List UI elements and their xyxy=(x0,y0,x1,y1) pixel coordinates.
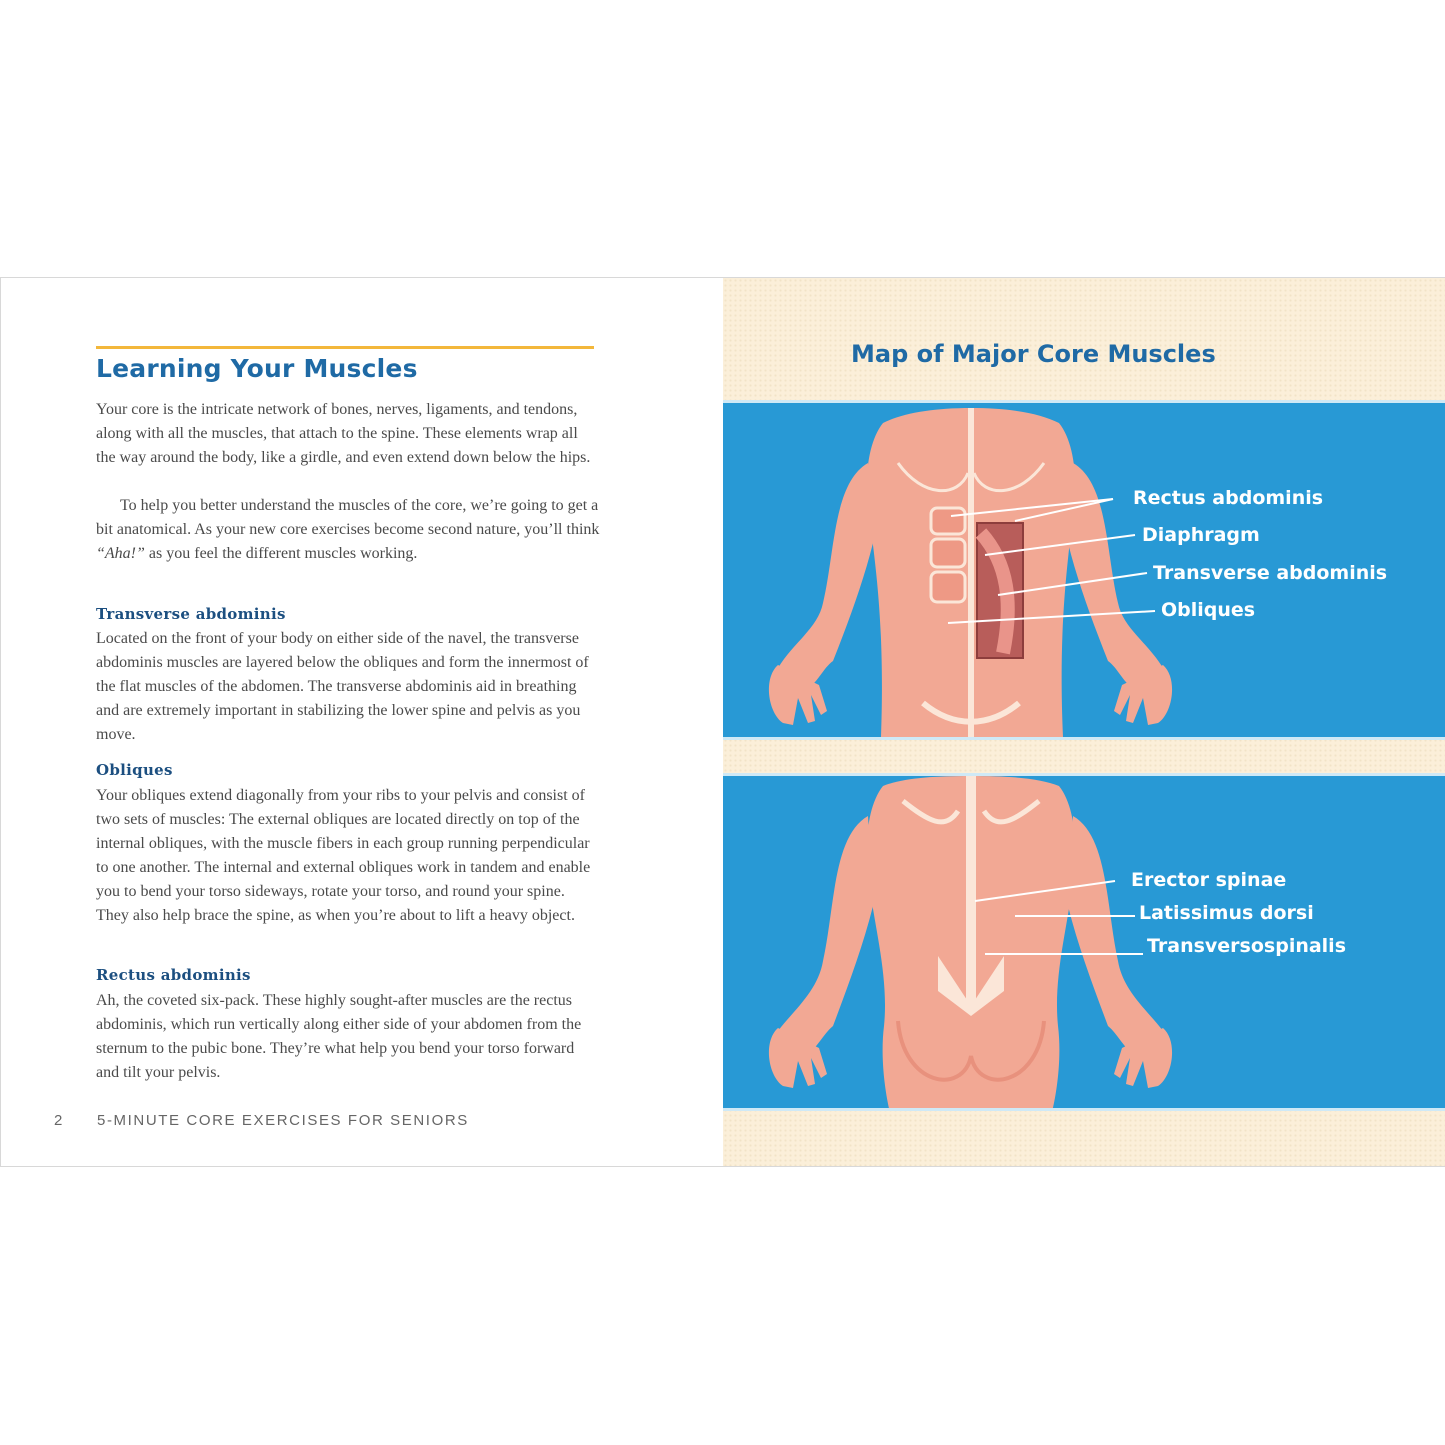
intro-paragraph-1: Your core is the intricate network of bones, nerves, ligaments, and tendons, along with all the muscles, that attach to the spine. These elements wrap all the way around the body, like a girdle, and even extend down below the hips. xyxy=(96,401,591,467)
intro-paragraph-2 xyxy=(96,494,601,566)
title-rule xyxy=(96,346,594,349)
text-obliques: Your obliques extend diagonally from your ribs to your pelvis and consist of two sets of muscles: The external obliques are located directly on top of the internal obliques, with the muscle fibers in each group running perpendicular to one another. The internal and external obliques work in tandem and enable you to bend your torso sideways, rotate your torso, and round your spine. They also help brace the spine, as when you’re about to lift a heavy object. xyxy=(96,787,591,925)
text-transverse-abdominis: Located on the front of your body on either side of the navel, the transverse abdominis muscles are layered below the obliques and form the innermost of the flat muscles of the abdomen. The transverse abdominis aid in breathing and are extremely important in stabilizing the lower spine and pelvis as you move. xyxy=(96,630,589,744)
aha-emphasis: “Aha!” xyxy=(96,545,145,563)
back-body-illustration xyxy=(723,776,1445,1108)
heading-transverse-abdominis: Transverse abdominis xyxy=(96,605,286,623)
label-diaphragm: Diaphragm xyxy=(1142,524,1260,546)
right-page xyxy=(723,278,1445,1166)
front-view-panel xyxy=(723,400,1445,740)
label-rectus-abdominis: Rectus abdominis xyxy=(1133,487,1324,509)
map-title: Map of Major Core Muscles xyxy=(851,340,1216,368)
intro-p2-text-end: as you feel the different muscles working. xyxy=(144,545,418,563)
intro-p2-text: To help you better understand the muscles of the core, we’re going to get a bit anatomical. As your new core exercises become second nature, you’ll think xyxy=(96,497,600,539)
front-figure xyxy=(769,408,1172,737)
page-number: 2 xyxy=(54,1112,64,1129)
label-transversospinalis: Transversospinalis xyxy=(1147,935,1347,957)
left-page xyxy=(1,278,723,1166)
label-transverse-abdominis: Transverse abdominis xyxy=(1153,562,1388,584)
page-title: Learning Your Muscles xyxy=(96,354,418,383)
back-figure xyxy=(769,776,1172,1108)
heading-rectus-abdominis: Rectus abdominis xyxy=(96,966,251,984)
label-obliques: Obliques xyxy=(1161,599,1256,621)
text-rectus-abdominis: Ah, the coveted six-pack. These highly sought-after muscles are the rectus abdominis, which run vertically along either side of your abdomen from the sternum to the pubic bone. They’re what help you bend your torso forward and tilt your pelvis. xyxy=(96,992,582,1082)
heading-obliques: Obliques xyxy=(96,761,173,779)
book-spread xyxy=(0,277,1445,1167)
label-latissimus-dorsi: Latissimus dorsi xyxy=(1139,902,1314,924)
label-erector-spinae: Erector spinae xyxy=(1131,869,1287,891)
running-footer: 5-MINUTE CORE EXERCISES FOR SENIORS xyxy=(97,1112,469,1129)
back-view-panel xyxy=(723,773,1445,1111)
front-body-illustration xyxy=(723,403,1445,737)
